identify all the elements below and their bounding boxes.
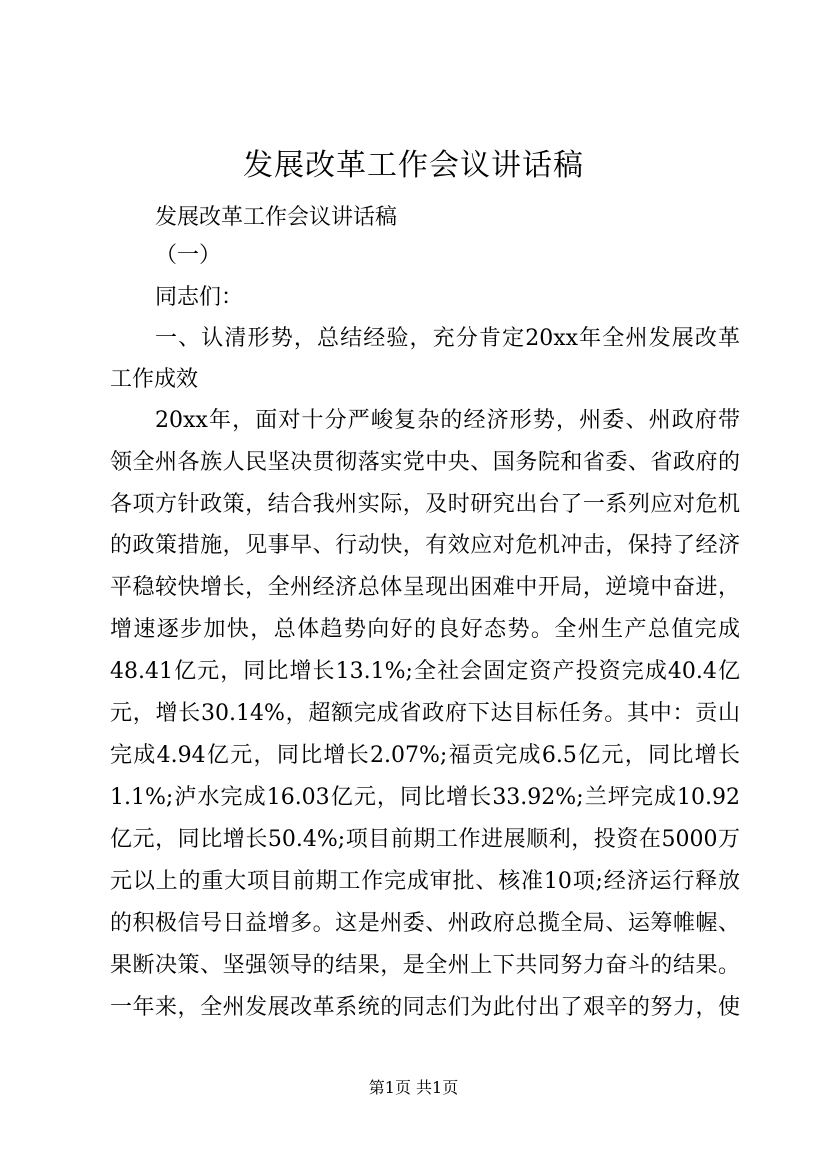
page-footer: 第1页 共1页 [368,1078,459,1097]
paragraph-line: 元，增长30.14%，超额完成省政府下达目标任务。其中：贡山 [110,701,740,726]
paragraph-line: 的积极信号日益增多。这是州委、州政府总揽全局、运筹帷幄、 [110,911,740,936]
subtitle-line: 发展改革工作会议讲话稿 [155,205,398,230]
paragraph-line: 平稳较快增长，全州经济总体呈现出困难中开局，逆境中奋进， [110,575,740,600]
salutation: 同志们： [155,285,244,310]
paragraph-line: 各项方针政策，结合我州实际，及时研究出台了一系列应对危机 [110,492,740,517]
paragraph-line: 领全州各族人民坚决贯彻落实党中央、国务院和省委、省政府的 [110,450,740,475]
paragraph-line: 增速逐步加快，总体趋势向好的良好态势。全州生产总值完成 [110,617,740,642]
paragraph-line: 的政策措施，见事早、行动快，有效应对危机冲击，保持了经济 [110,533,740,558]
paragraph-line: 果断决策、坚强领导的结果，是全州上下共同努力奋斗的结果。 [110,953,740,978]
paragraph-line: 20xx年，面对十分严峻复杂的经济形势，州委、州政府带 [155,408,740,433]
paragraph-line: 完成4.94亿元，同比增长2.07%;福贡完成6.5亿元，同比增长 [110,743,740,768]
paragraph-line: 1.1%;泸水完成16.03亿元，同比增长33.92%;兰坪完成10.92 [110,785,740,810]
section-number: （一） [155,243,222,268]
paragraph-line: 48.41亿元，同比增长13.1%;全社会固定资产投资完成40.4亿 [110,659,740,684]
paragraph-line: 元以上的重大项目前期工作完成审批、核准10项;经济运行释放 [110,869,740,894]
document-title: 发展改革工作会议讲话稿 [243,148,584,183]
paragraph-line: 一年来，全州发展改革系统的同志们为此付出了艰辛的努力，使 [110,995,740,1020]
paragraph-line: 亿元，同比增长50.4%;项目前期工作进展顺利，投资在5000万 [110,827,740,852]
heading-line: 一、认清形势，总结经验，充分肯定20xx年全州发展改革 [155,326,740,351]
heading-line: 工作成效 [110,367,199,392]
